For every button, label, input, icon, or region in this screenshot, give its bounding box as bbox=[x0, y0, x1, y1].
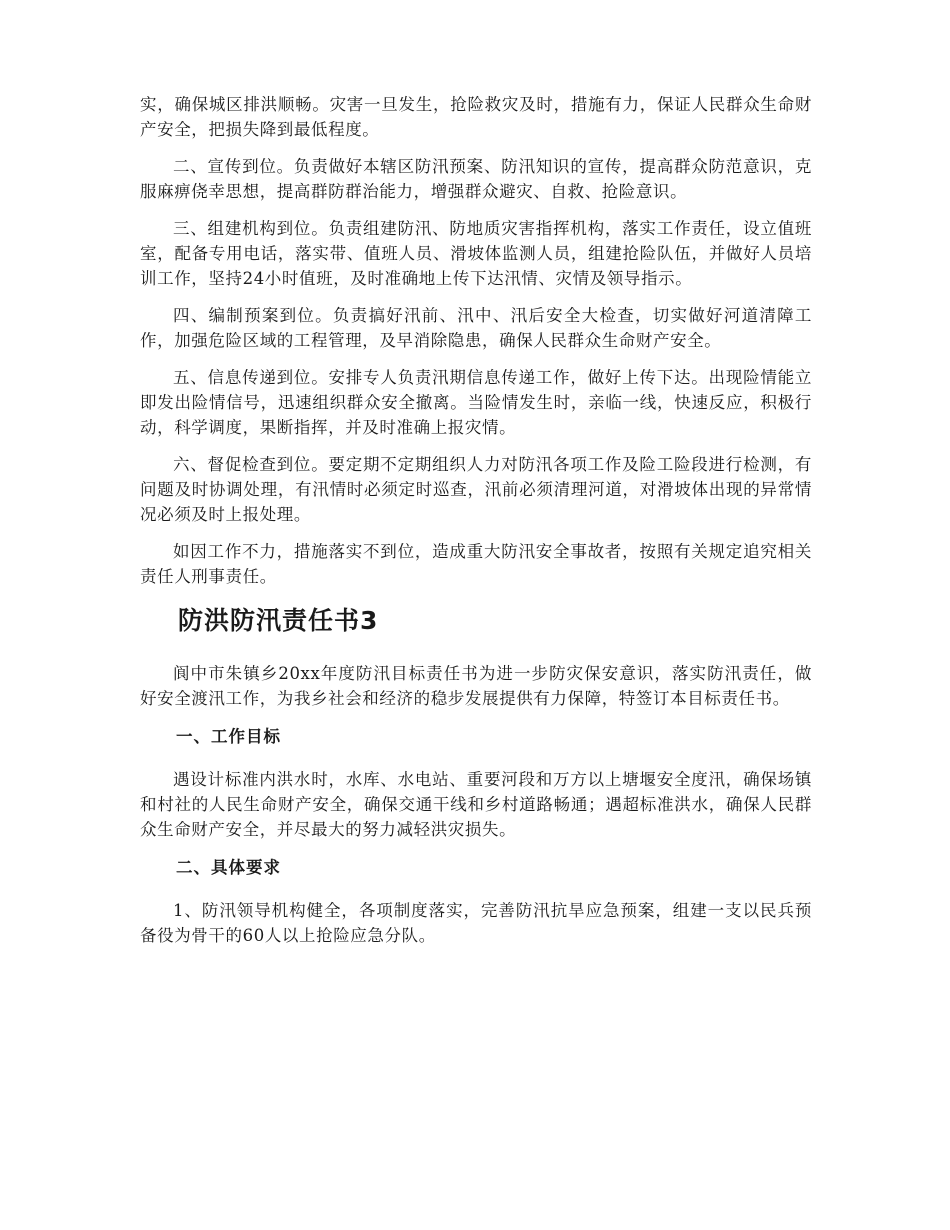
paragraph-intro: 阆中市朱镇乡20xx年度防汛目标责任书为进一步防灾保安意识，落实防汛责任，做好安全渡汛工作，为我乡社会和经济的稳步发展提供有力保障，特签订本目标责任书。 bbox=[140, 664, 812, 708]
document-page bbox=[140, 92, 812, 960]
paragraph-contingency-plan: 四、编制预案到位。负责搞好汛前、汛中、汛后安全大检查，切实做好河道清障工作，加强危险区域的工程管理，及早消除隐患，确保人民群众生命财产安全。 bbox=[140, 306, 812, 350]
paragraph-continuation: 实，确保城区排洪顺畅。灾害一旦发生，抢险救灾及时，措施有力，保证人民群众生命财产安全，把损失降到最低程度。 bbox=[140, 95, 812, 139]
paragraph-accountability: 如因工作不力，措施落实不到位，造成重大防汛安全事故者，按照有关规定追究相关责任人刑事责任。 bbox=[140, 542, 812, 586]
paragraph-goal: 遇设计标准内洪水时，水库、水电站、重要河段和万方以上塘堰安全度汛，确保场镇和村社的人民生命财产安全，确保交通干线和乡村道路畅通；遇超标准洪水，确保人民群众生命财产安全，并尽最大的努力减轻洪灾损失。 bbox=[140, 770, 812, 839]
paragraph-organization: 三、组建机构到位。负责组建防汛、防地质灾害指挥机构，落实工作责任，设立值班室，配备专用电话，落实带、值班人员、滑坡体监测人员，组建抢险队伍，并做好人员培训工作，坚持24小时值班，及时准确地上传下达汛情、灾情及领导指示。 bbox=[140, 219, 812, 288]
paragraph-publicity: 二、宣传到位。负责做好本辖区防汛预案、防汛知识的宣传，提高群众防范意识，克服麻痹侥幸思想，提高群防群治能力，增强群众避灾、自救、抢险意识。 bbox=[140, 157, 812, 201]
paragraph-information: 五、信息传递到位。安排专人负责汛期信息传递工作，做好上传下达。出现险情能立即发出险情信号，迅速组织群众安全撤离。当险情发生时，亲临一线，快速反应，积极行动，科学调度，果断指挥，并及时准确上报灾情。 bbox=[140, 368, 812, 437]
heading-work-goal: 一、工作目标 bbox=[176, 727, 281, 746]
paragraph-requirement-1: 1、防汛领导机构健全，各项制度落实，完善防汛抗旱应急预案，组建一支以民兵预备役为骨干的60人以上抢险应急分队。 bbox=[140, 901, 812, 945]
section-title: 防洪防汛责任书3 bbox=[178, 606, 379, 635]
heading-requirements: 二、具体要求 bbox=[176, 858, 281, 877]
paragraph-inspection: 六、督促检查到位。要定期不定期组织人力对防汛各项工作及险工险段进行检测，有问题及时协调处理，有汛情时必须定时巡查，汛前必须清理河道，对滑坡体出现的异常情况必须及时上报处理。 bbox=[140, 455, 812, 524]
